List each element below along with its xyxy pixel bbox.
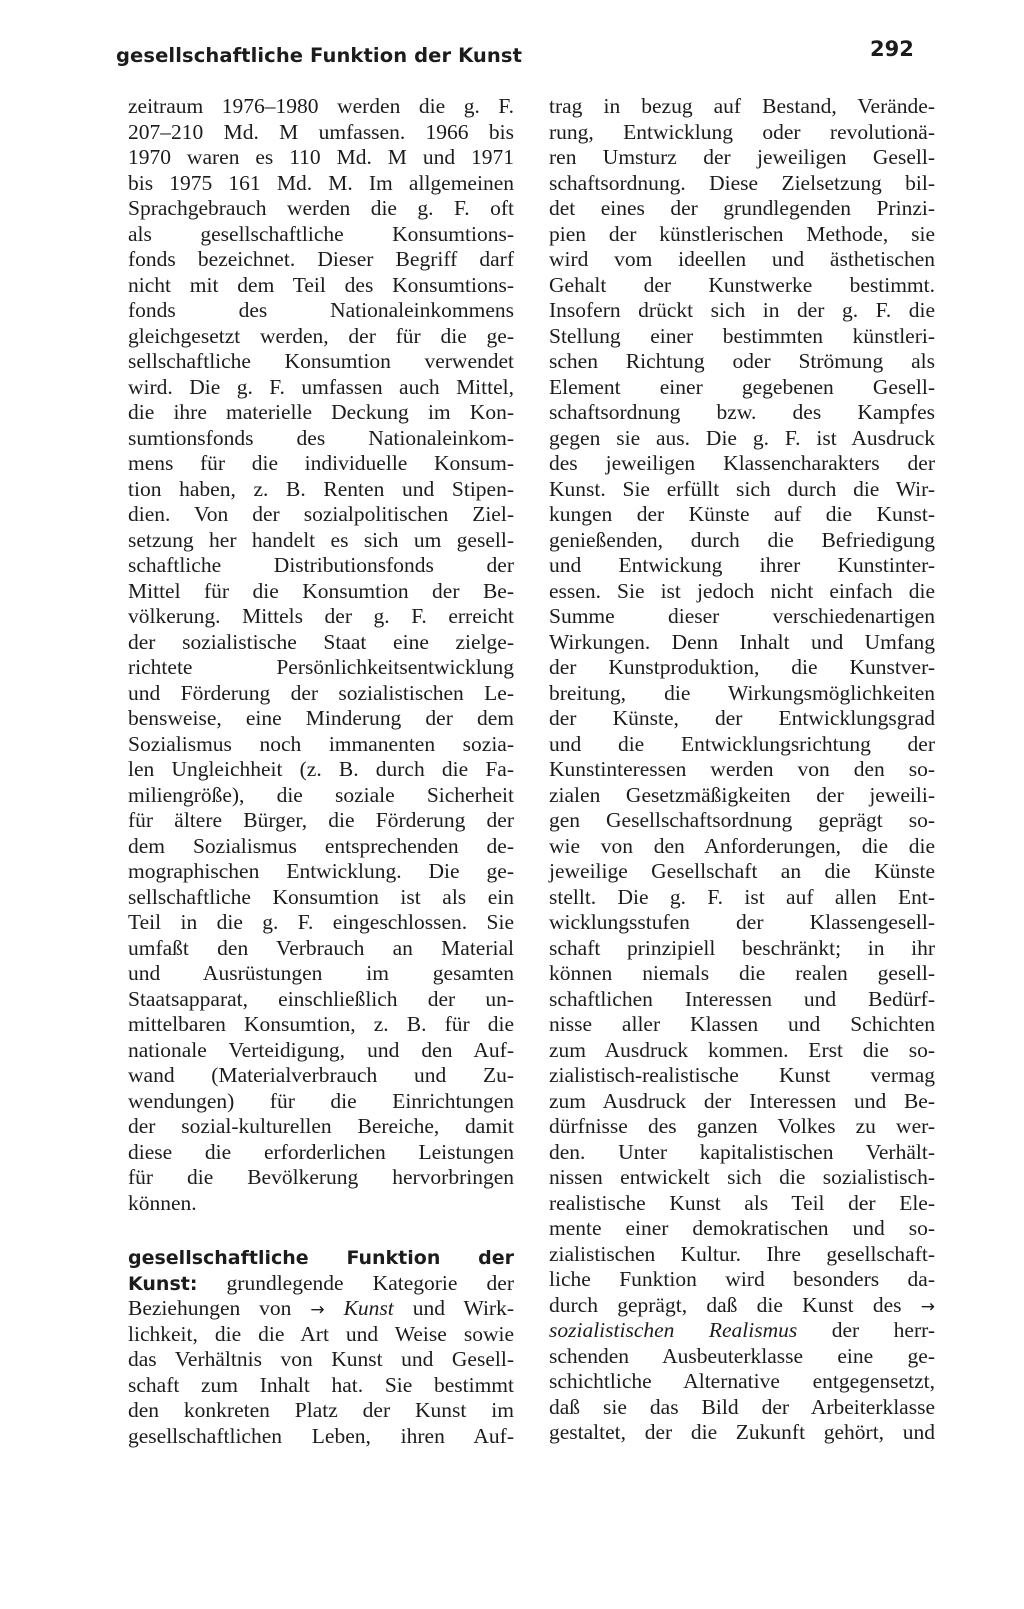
- text-line: zum Ausdruck der Interessen und Be-: [549, 1088, 935, 1113]
- text-line: [549, 1318, 935, 1344]
- text-line: Gehalt der Kunstwerke bestimmt.: [549, 272, 935, 297]
- cross-reference-arrow-icon: →: [310, 1300, 325, 1320]
- text-line: Sozialismus noch immanenten sozia-: [128, 731, 514, 756]
- text-line: 207–210 Md. M umfassen. 1966 bis: [128, 119, 514, 144]
- text-line: len Ungleichheit (z. B. durch die Fa-: [128, 757, 514, 781]
- text-line: wie von den Anforderungen, die die: [549, 833, 935, 858]
- cross-reference-link[interactable]: sozialistischen Realismus: [549, 1318, 798, 1342]
- text-line: schaftsordnung. Diese Zielsetzung bil-: [549, 170, 935, 195]
- text-line: Summe dieser verschiedenartigen: [549, 604, 935, 628]
- text-line: und die Entwicklungsrichtung der: [549, 731, 935, 756]
- entry-spacer: [128, 1216, 514, 1245]
- text-line: [128, 1271, 514, 1297]
- text-line: als gesellschaftliche Konsumtions-: [128, 221, 514, 246]
- text-line: Staatsapparat, einschließlich der un-: [128, 986, 514, 1011]
- cross-reference-arrow-icon: →: [920, 1296, 935, 1317]
- text-line: setzung her handelt es sich um gesell-: [128, 527, 514, 552]
- text-line: Kunst. Sie erfüllt sich durch die Wir-: [549, 476, 935, 501]
- text-line: bensweise, eine Minderung der dem: [128, 706, 514, 730]
- text-line: daß sie das Bild der Arbeiterklasse: [549, 1394, 935, 1419]
- text-line: schaftsordnung bzw. des Kampfes: [549, 400, 935, 424]
- text-line: ren Umsturz der jeweiligen Gesell-: [549, 145, 935, 169]
- text-line: zum Ausdruck kommen. Erst die so-: [549, 1037, 935, 1062]
- text-line: bis 1975 161 Md. M. Im allgemeinen: [128, 170, 514, 195]
- page-number: 292: [870, 37, 914, 61]
- text-line: gesellschaftlichen Leben, ihren Auf-: [128, 1423, 514, 1448]
- text-line: trag in bezug auf Bestand, Verände-: [549, 94, 935, 118]
- text-line: gen Gesellschaftsordnung geprägt so-: [549, 808, 935, 832]
- text-line: mens für die individuelle Konsum-: [128, 451, 514, 475]
- text-line: schaftliche Distributionsfonds der: [128, 553, 514, 577]
- text-line: sellschaftliche Konsumtion ist als ein: [128, 884, 514, 909]
- text-line: der Künste, der Entwicklungsgrad: [549, 706, 935, 730]
- text-line: völkerung. Mittels der g. F. erreicht: [128, 604, 514, 628]
- entry-definition-start: grundlegende Kategorie der: [197, 1270, 514, 1295]
- left-column: [128, 94, 514, 1449]
- entry-headline: [128, 1245, 514, 1271]
- text-line: der sozialistische Staat eine zielge-: [128, 629, 514, 654]
- text-line: gestaltet, der die Zukunft gehört, und: [549, 1420, 935, 1444]
- running-head: gesellschaftliche Funktion der Kunst: [116, 44, 523, 67]
- text-line: pien der künstlerischen Methode, sie: [549, 221, 935, 246]
- text-line: für die Bevölkerung hervorbringen: [128, 1165, 514, 1189]
- text-line: und Ausrüstungen im gesamten: [128, 961, 514, 985]
- text-line: schenden Ausbeuterklasse eine ge-: [549, 1343, 935, 1368]
- text-line: richtete Persönlichkeitsentwicklung: [128, 655, 514, 679]
- text-line: sumtionsfonds des Nationaleinkom-: [128, 425, 514, 450]
- text-fragment: Beziehungen von: [128, 1296, 311, 1320]
- text-line: det eines der grundlegenden Prinzi-: [549, 196, 935, 220]
- text-line: umfaßt den Verbrauch an Material: [128, 935, 514, 960]
- text-line: für ältere Bürger, die Förderung der: [128, 808, 514, 832]
- cross-reference-link[interactable]: Kunst: [343, 1296, 394, 1320]
- text-line: wird vom ideellen und ästhetischen: [549, 247, 935, 271]
- text-line: wird. Die g. F. umfassen auch Mittel,: [128, 374, 514, 399]
- text-line: schaft zum Inhalt hat. Sie bestimmt: [128, 1372, 514, 1397]
- text-line: die ihre materielle Deckung im Kon-: [128, 400, 514, 424]
- text-line: dien. Von der sozialpolitischen Ziel-: [128, 502, 514, 526]
- text-line: essen. Sie ist jedoch nicht einfach die: [549, 578, 935, 603]
- text-line: sellschaftliche Konsumtion verwendet: [128, 349, 514, 373]
- text-line: schaft prinzipiell beschränkt; in ihr: [549, 935, 935, 960]
- text-line: können.: [128, 1190, 197, 1215]
- dictionary-entry: [128, 1245, 514, 1449]
- text-line: das Verhältnis von Kunst und Gesell-: [128, 1347, 514, 1371]
- text-line: [128, 1296, 514, 1322]
- text-line: den. Unter kapitalistischen Verhält-: [549, 1139, 935, 1164]
- text-line: mographischen Entwicklung. Die ge-: [128, 859, 514, 883]
- text-line: miliengröße), die soziale Sicherheit: [128, 782, 514, 807]
- text-line: Mittel für die Konsumtion der Be-: [128, 578, 514, 603]
- text-line: tion haben, z. B. Renten und Stipen-: [128, 476, 514, 501]
- text-line: schen Richtung oder Strömung als: [549, 349, 935, 373]
- text-line: Kunstinteressen werden von den so-: [549, 757, 935, 781]
- text-line: und Förderung der sozialistischen Le-: [128, 680, 514, 705]
- text-line: nisse aller Klassen und Schichten: [549, 1012, 935, 1036]
- text-line: liche Funktion wird besonders da-: [549, 1267, 935, 1291]
- text-line: zialistischen Kultur. Ihre gesellschaft-: [549, 1241, 935, 1266]
- entry-headword-continued: Kunst:: [128, 1272, 198, 1295]
- text-line: mittelbaren Konsumtion, z. B. für die: [128, 1012, 514, 1036]
- text-line: lichkeit, die die Art und Weise sowie: [128, 1321, 514, 1346]
- text-line: dem Sozialismus entsprechenden de-: [128, 833, 514, 858]
- text-line: nationale Verteidigung, und den Auf-: [128, 1037, 514, 1062]
- text-line: zialistisch-realistische Kunst vermag: [549, 1063, 935, 1087]
- text-line: Insofern drückt sich in der g. F. die: [549, 298, 935, 322]
- text-line: breitung, die Wirkungsmöglichkeiten: [549, 680, 935, 705]
- text-line: fonds des Nationaleinkommens: [128, 298, 514, 322]
- text-line: schichtliche Alternative entgegensetzt,: [549, 1369, 935, 1393]
- text-line: Element einer gegebenen Gesell-: [549, 374, 935, 399]
- text-line: 1970 waren es 110 Md. M und 1971: [128, 145, 514, 169]
- text-line: Stellung einer bestimmten künstleri-: [549, 323, 935, 348]
- text-line: können niemals die realen gesell-: [549, 961, 935, 985]
- text-line: durch geprägt, daß die Kunst des →: [549, 1292, 935, 1317]
- text-line: fonds bezeichnet. Dieser Begriff darf: [128, 247, 514, 271]
- text-line: wand (Materialverbrauch und Zu-: [128, 1063, 514, 1087]
- text-line: jeweilige Gesellschaft an die Künste: [549, 859, 935, 883]
- text-fragment: und Wirk-: [393, 1296, 514, 1320]
- text-line: wendungen) für die Einrichtungen: [128, 1088, 514, 1113]
- text-line: des jeweiligen Klassencharakters der: [549, 451, 935, 475]
- text-line: Wirkungen. Denn Inhalt und Umfang: [549, 629, 935, 654]
- text-line: wicklungsstufen der Klassengesell-: [549, 910, 935, 934]
- text-line: den konkreten Platz der Kunst im: [128, 1398, 514, 1422]
- right-column: [549, 94, 935, 1446]
- text-line: gegen sie aus. Die g. F. ist Ausdruck: [549, 425, 935, 450]
- entry-headword: gesellschaftliche Funktion der: [128, 1247, 514, 1269]
- text-line: der Kunstproduktion, die Kunstver-: [549, 655, 935, 679]
- text-line: gleichgesetzt werden, der für die ge-: [128, 323, 514, 348]
- text-line: realistische Kunst als Teil der Ele-: [549, 1190, 935, 1215]
- text-line: und Entwickung ihrer Kunstinter-: [549, 553, 935, 577]
- text-line: nicht mit dem Teil des Konsumtions-: [128, 272, 514, 297]
- text-line: nissen entwickelt sich die sozialistisch-: [549, 1165, 935, 1189]
- text-fragment: der herr-: [797, 1318, 936, 1342]
- text-line: schaftlichen Interessen und Bedürf-: [549, 986, 935, 1011]
- text-line: der sozial-kulturellen Bereiche, damit: [128, 1114, 514, 1138]
- text-line: dürfnisse des ganzen Volkes zu wer-: [549, 1114, 935, 1138]
- text-line: Teil in die g. F. eingeschlossen. Sie: [128, 910, 514, 934]
- text-line: genießenden, durch die Befriedigung: [549, 527, 935, 552]
- text-line: rung, Entwicklung oder revolutionä-: [549, 119, 935, 144]
- text-line: kungen der Künste auf die Kunst-: [549, 502, 935, 526]
- text-line: Sprachgebrauch werden die g. F. oft: [128, 196, 514, 220]
- text-line: mente einer demokratischen und so-: [549, 1216, 935, 1240]
- text-line: diese die erforderlichen Leistungen: [128, 1139, 514, 1164]
- text-line: zeitraum 1976–1980 werden die g. F.: [128, 94, 514, 118]
- continued-entry: [128, 94, 514, 1216]
- text-line: stellt. Die g. F. ist auf allen Ent-: [549, 884, 935, 909]
- text-line: zialen Gesetzmäßigkeiten der jeweili-: [549, 782, 935, 807]
